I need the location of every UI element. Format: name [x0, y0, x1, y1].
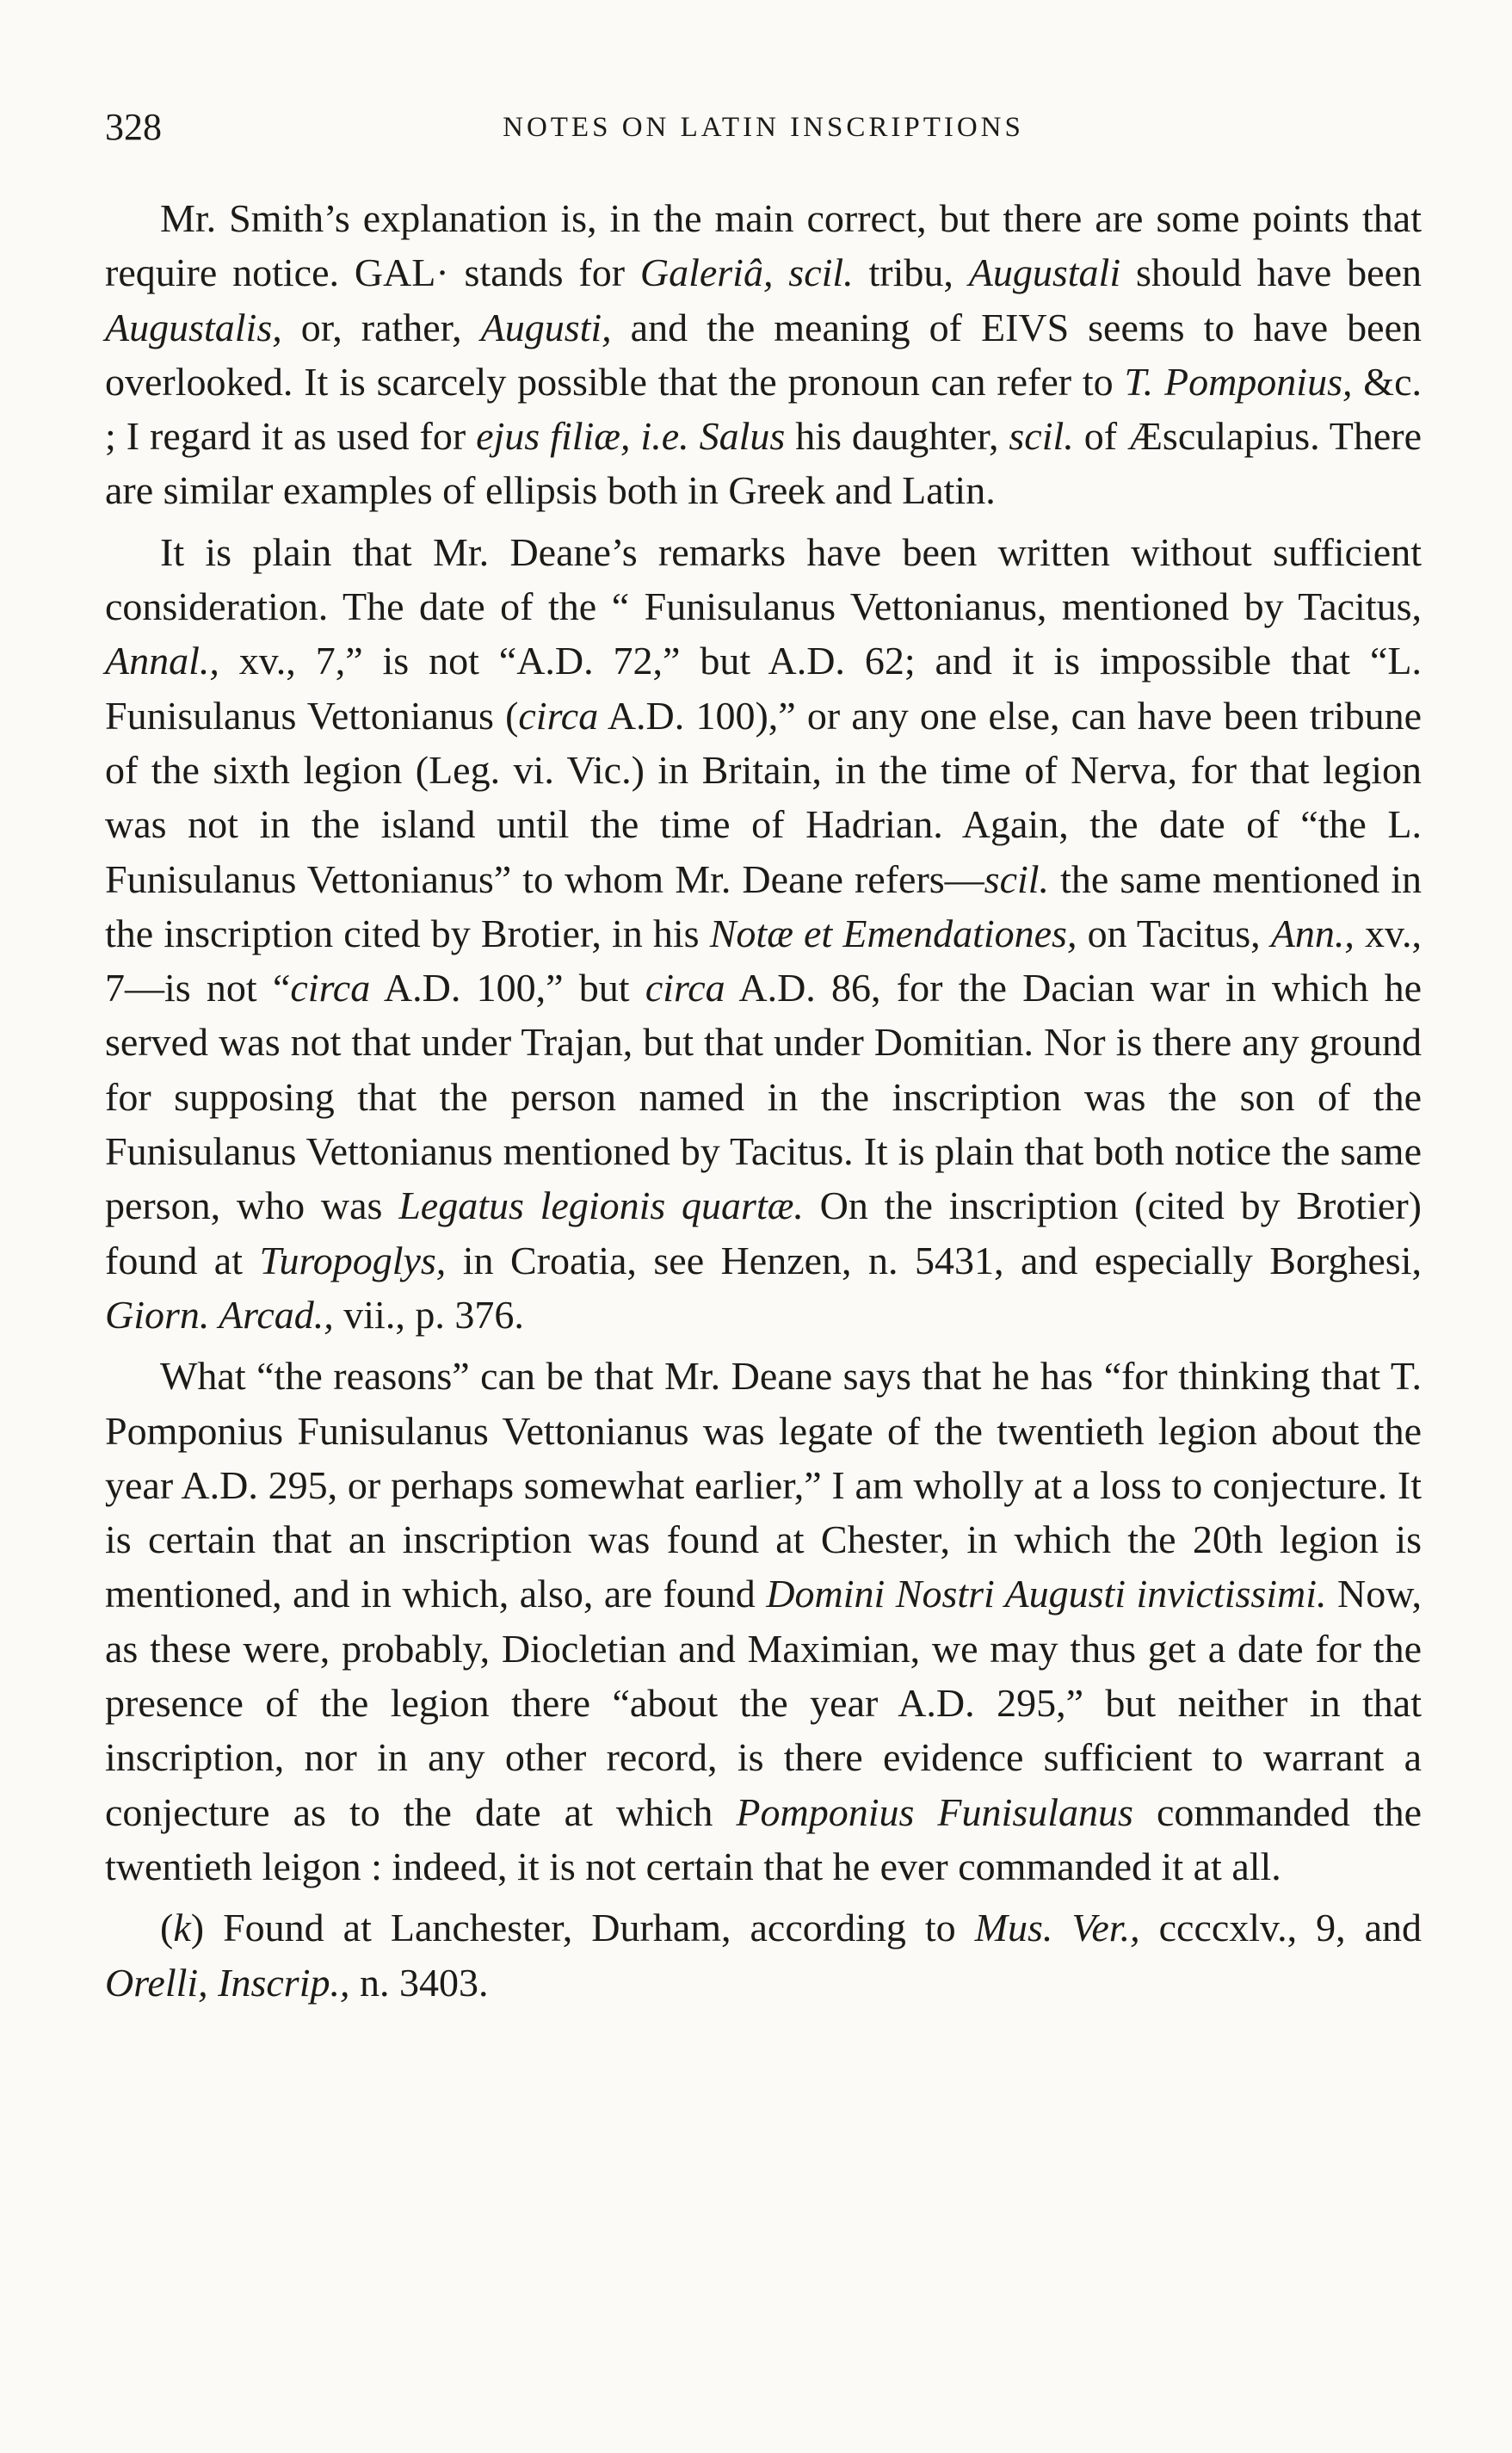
italic-text: k — [173, 1906, 191, 1950]
text-run: xv., 7—is not “ — [105, 911, 1422, 1010]
italic-text: T. Pomponius, — [1124, 359, 1353, 404]
text-run: commanded the twentieth leigon : indeed, it is not certain that he ever commanded it at all. — [105, 1789, 1423, 1888]
paragraph — [105, 1349, 1422, 1894]
text-run: ccccxlv., 9, and — [1139, 1906, 1422, 1950]
text-run: &c. ; I regard it as used for — [105, 359, 1422, 459]
italic-text: Annal., — [105, 639, 219, 683]
text-run: A.D. 100,” but — [370, 966, 645, 1010]
paragraph — [105, 525, 1422, 1342]
italic-text: Ann., — [1270, 911, 1355, 955]
text-run: A.D. 100),” or any one else, can have been tribune of the sixth legion (Leg. vi. Vic.) in Britain, in the time of Nerva, for that legion was not in the island until the time of Hadrian. Again, the date of “the L. Funisulanus Vettonianus” to whom Mr. Deane refers— — [105, 693, 1422, 901]
italic-text: Turopoglys, — [259, 1238, 447, 1282]
text-run: ( — [160, 1906, 174, 1950]
text-run: A.D. 86, for the Dacian war in which he served was not that under Trajan, but that under Domitian. Nor is there any ground for supposing that the person named in the inscription was the son of the Funisulanus Vettonianus mentioned by Tacitus. It is plain that both notice the same person, who was — [105, 966, 1422, 1228]
text-run: the same mentioned in the inscription cited by Brotier, in his — [105, 856, 1422, 955]
italic-text: scil. — [1009, 414, 1074, 459]
text-run: What “the reasons” can be that Mr. Deane says that he has “for thinking that T. Pomponius Funisulanus Vettonianus was legate of the twentieth legion about the year A.D. 295, or perhaps somewhat earlier,” I am wholly at a loss to conjecture. It is certain that an inscription was found at Chester, in which the 20th legion is mentioned, and in which, also, are found — [105, 1354, 1422, 1616]
italic-text: Notæ et Emendationes, — [709, 911, 1077, 955]
paragraph — [105, 191, 1422, 518]
italic-text: Legatus legionis quartæ. — [398, 1183, 804, 1228]
italic-text: Augustalis, — [105, 305, 282, 349]
text-run: On the inscription (cited by Brotier) found at — [105, 1183, 1422, 1282]
text-run: tribu, — [853, 250, 969, 295]
text-run: It is plain that Mr. Deane’s remarks have been written without sufficient consideration. The date of the “ Funisulanus Vettonianus, mentioned by Tacitus, — [105, 529, 1422, 629]
italic-text: Domini Nostri Augusti invictissimi. — [766, 1572, 1327, 1616]
italic-text: circa — [290, 966, 371, 1010]
italic-text: Giorn. Arcad., — [105, 1292, 334, 1337]
running-title: NOTES ON LATIN INSCRIPTIONS — [503, 112, 1024, 143]
italic-text: Augustali — [968, 250, 1121, 295]
text-run: ) Found at Lanchester, Durham, according to — [190, 1906, 975, 1950]
italic-text: circa — [518, 693, 599, 738]
text-run: Mr. Smith’s explanation is, in the main correct, but there are some points that require notice. GAL· stands for — [105, 196, 1422, 295]
text-run: of Æsculapius. There are similar examples of ellipsis both in Greek and Latin. — [105, 414, 1423, 513]
italic-text: Orelli, Inscrip., — [105, 1960, 350, 2005]
text-run: in Croatia, see Henzen, n. 5431, and especially Borghesi, — [446, 1238, 1422, 1282]
italic-text: circa — [645, 966, 725, 1010]
text-run: Now, as these were, probably, Diocletian and Maximian, we may thus get a date for the presence of the legion there “about the year A.D. 295,” but neither in that inscription, nor in any other record, is there evidence sufficient to warrant a conjecture as to the date at which — [105, 1572, 1423, 1834]
italic-text: Pomponius Funisulanus — [736, 1789, 1133, 1834]
text-run: xv., 7,” is not “A.D. 72,” but A.D. 62; and it is impossible that “L. Funisulanus Vettonianus ( — [105, 639, 1422, 738]
body-text — [105, 191, 1422, 2017]
italic-text: Mus. Ver., — [974, 1906, 1140, 1950]
page-number: 328 — [105, 106, 162, 148]
running-head — [105, 102, 1422, 153]
italic-text: scil. — [984, 856, 1050, 901]
text-run: his daughter, — [785, 414, 1009, 459]
text-run: and the meaning of EIVS seems to have been overlooked. It is scarcely possible that the pronoun can refer to — [105, 305, 1422, 404]
paragraph — [105, 1900, 1422, 2010]
italic-text: Galeriâ, scil. — [639, 250, 854, 295]
text-run: on Tacitus, — [1077, 911, 1271, 955]
italic-text: Augusti, — [480, 305, 612, 349]
text-run: vii., p. 376. — [333, 1292, 524, 1337]
italic-text: ejus filiæ, i.e. Salus — [476, 414, 786, 459]
text-run: n. 3403. — [349, 1960, 489, 2005]
text-run: should have been — [1120, 250, 1422, 295]
text-run: or, rather, — [281, 305, 481, 349]
